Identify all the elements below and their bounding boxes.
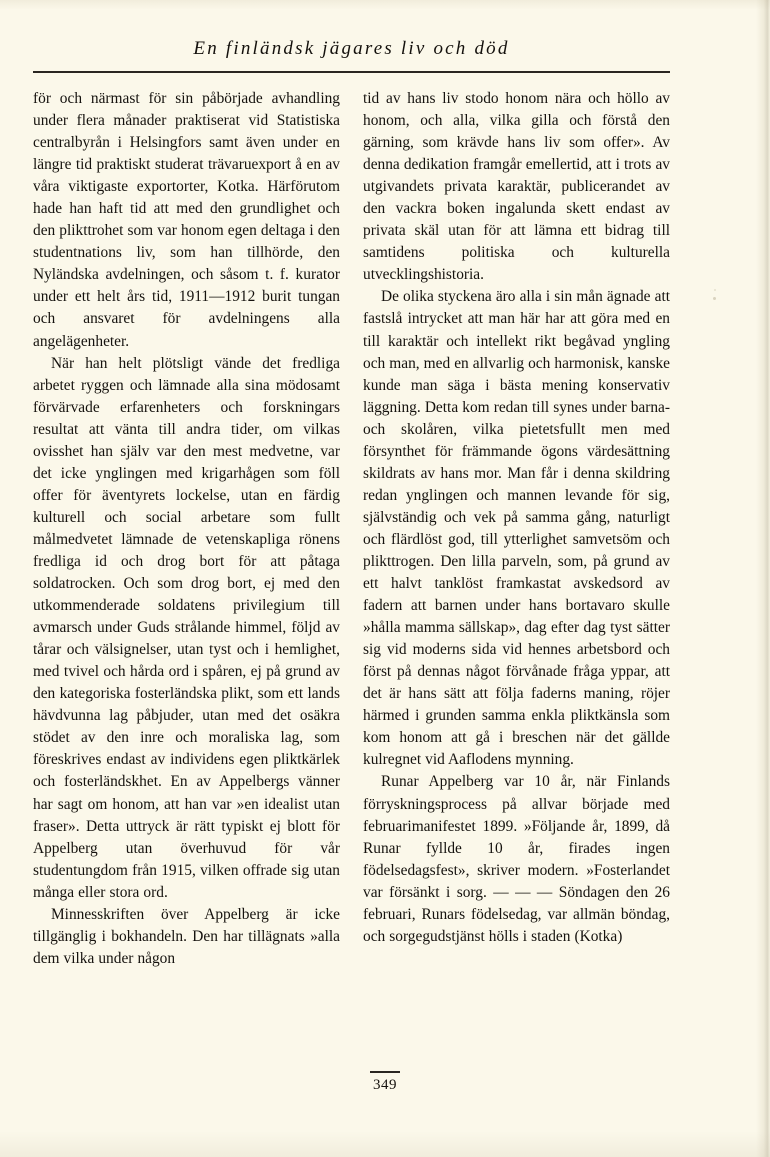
paragraph: Runar Appelberg var 10 år, när Finlands förryskningsprocess på allvar började med februarimanifestet 1899. »Följande år, 1899, då Runar fyllde 10 år, firades ingen födelsedagsfest», skriver modern. »Fosterlandet var försänkt i sorg. — — — Söndagen den 26 februari, Runars födelsedag, var allmän böndag, och sorgegudstjänst hölls i staden (Kotka) — [363, 773, 670, 945]
paragraph: När han helt plötsligt vände det fredliga arbetet ryggen och lämnade alla sina mödosamt förvärvade erfarenheters och forskningars resultat att vänta till andra tider, om vilkas ovisshet han själv var den mest medvetne, var det icke ynglingen med krigarhågen som föll offer för äventyrets lockelse, utan en färdig kulturell och social arbetare som fullt målmedvetet lämnade de vetenskapliga rönens fredliga id och drog bort för att påtaga soldatrocken. Och som drog bort, ej med den utkommenderade soldatens privilegium till avmarsch under Guds strålande himmel, följd av tårar och välsignelser, utan tyst och i hemlighet, med tvivel och hårda ord i spåren, ej på grund av den kategoriska fosterländska plikt, som ett lands hävdvunna lag påbjuder, utan med det osäkra stödet av den inre och moraliska lag, som föreskrives endast av individens egen pliktkärlek och fosterländskhet. En av Appelbergs vänner har sagt om honom, att han var »en idealist utan fraser». Detta uttryck är rätt typiskt ej blott för Appelberg utan överhuvud för vår studentungdom från 1915, vilken offrade sig utan många eller stora ord. — [33, 354, 340, 901]
scan-speck — [714, 289, 716, 291]
paragraph: Minnesskriften över Appelberg är icke tillgänglig i bokhandeln. Den har tillägnats »alla dem vilka under någon — [33, 905, 340, 967]
left-column — [33, 88, 340, 970]
two-column-body — [33, 88, 670, 970]
paragraph: De olika styckena äro alla i sin mån ägnade att fastslå intrycket att man här har att göra med en till karaktär och intellekt rikt begåvad yngling och man, med en allvarlig och harmonisk, kanske kunde man säga i bästa mening konservativ läggning. Detta kom redan till synes under barna- och skolåren, vilka pietetsfullt men med försynthet för främmande ögons värdesättning skildrats av hans mor. Man får i denna skildring redan ynglingen och mannen levande för sig, självständig och vek på samma gång, naturligt och flärdlöst god, till ytterlighet samvetsöm och plikttrogen. Den lilla parveln, som, på grund av ett halvt tanklöst framkastat avskedsord av fadern att barnen under hans bortavaro skulle »hålla mamma sällskap», dag efter dag tyst sätter sig vid moderns sida vid hennes arbetsbord och först på dennas något förvånade fråga yppar, att det är hans sätt att följa faderns maning, röjer härmed i grunden samma enkla pliktkänsla som kom honom att gå i breschen när det gällde kulregnet vid Aaflodens mynning. — [363, 288, 670, 769]
page-title: En finländsk jägares liv och död — [193, 38, 510, 59]
page-edge-shading-top — [0, 0, 770, 10]
paragraph: för och närmast för sin påbörjade avhandling under flera månader praktiserat vid Statistiska centralbyrån i Helsingfors samt även under en längre tid praktiskt studerat trävaruexport å en av våra viktigaste exportorter, Kotka. Härförutom hade han haft tid att med den grundlighet och den plikttrohet som var honom egen deltaga i den studentnations liv, som han tillhörde, den Nyländska avdelningen, och såsom t. f. kurator under ett helt års tid, 1911—1912 burit tungan och ansvaret för avdelningens alla angelägenheter. — [33, 90, 340, 350]
right-column — [363, 88, 670, 970]
folio-rule — [370, 1071, 400, 1073]
page-edge-shading-right — [756, 0, 770, 1157]
page-number: 349 — [373, 1077, 397, 1093]
header-rule — [33, 71, 670, 73]
paragraph: tid av hans liv stodo honom nära och höllo av honom, och alla, vilka gilla och förstå den gärning, som krävde hans liv som offer». Av denna dedikation framgår emellertid, att i trots av utgivandets privata karaktär, publicerandet av den vackra boken ingalunda skett endast av privata skäl utan för att lämna ett bidrag till samtidens politiska och kulturella utvecklingshistoria. — [363, 90, 670, 284]
page-edge-shading-bottom — [0, 1131, 770, 1157]
scan-speck — [713, 297, 716, 300]
